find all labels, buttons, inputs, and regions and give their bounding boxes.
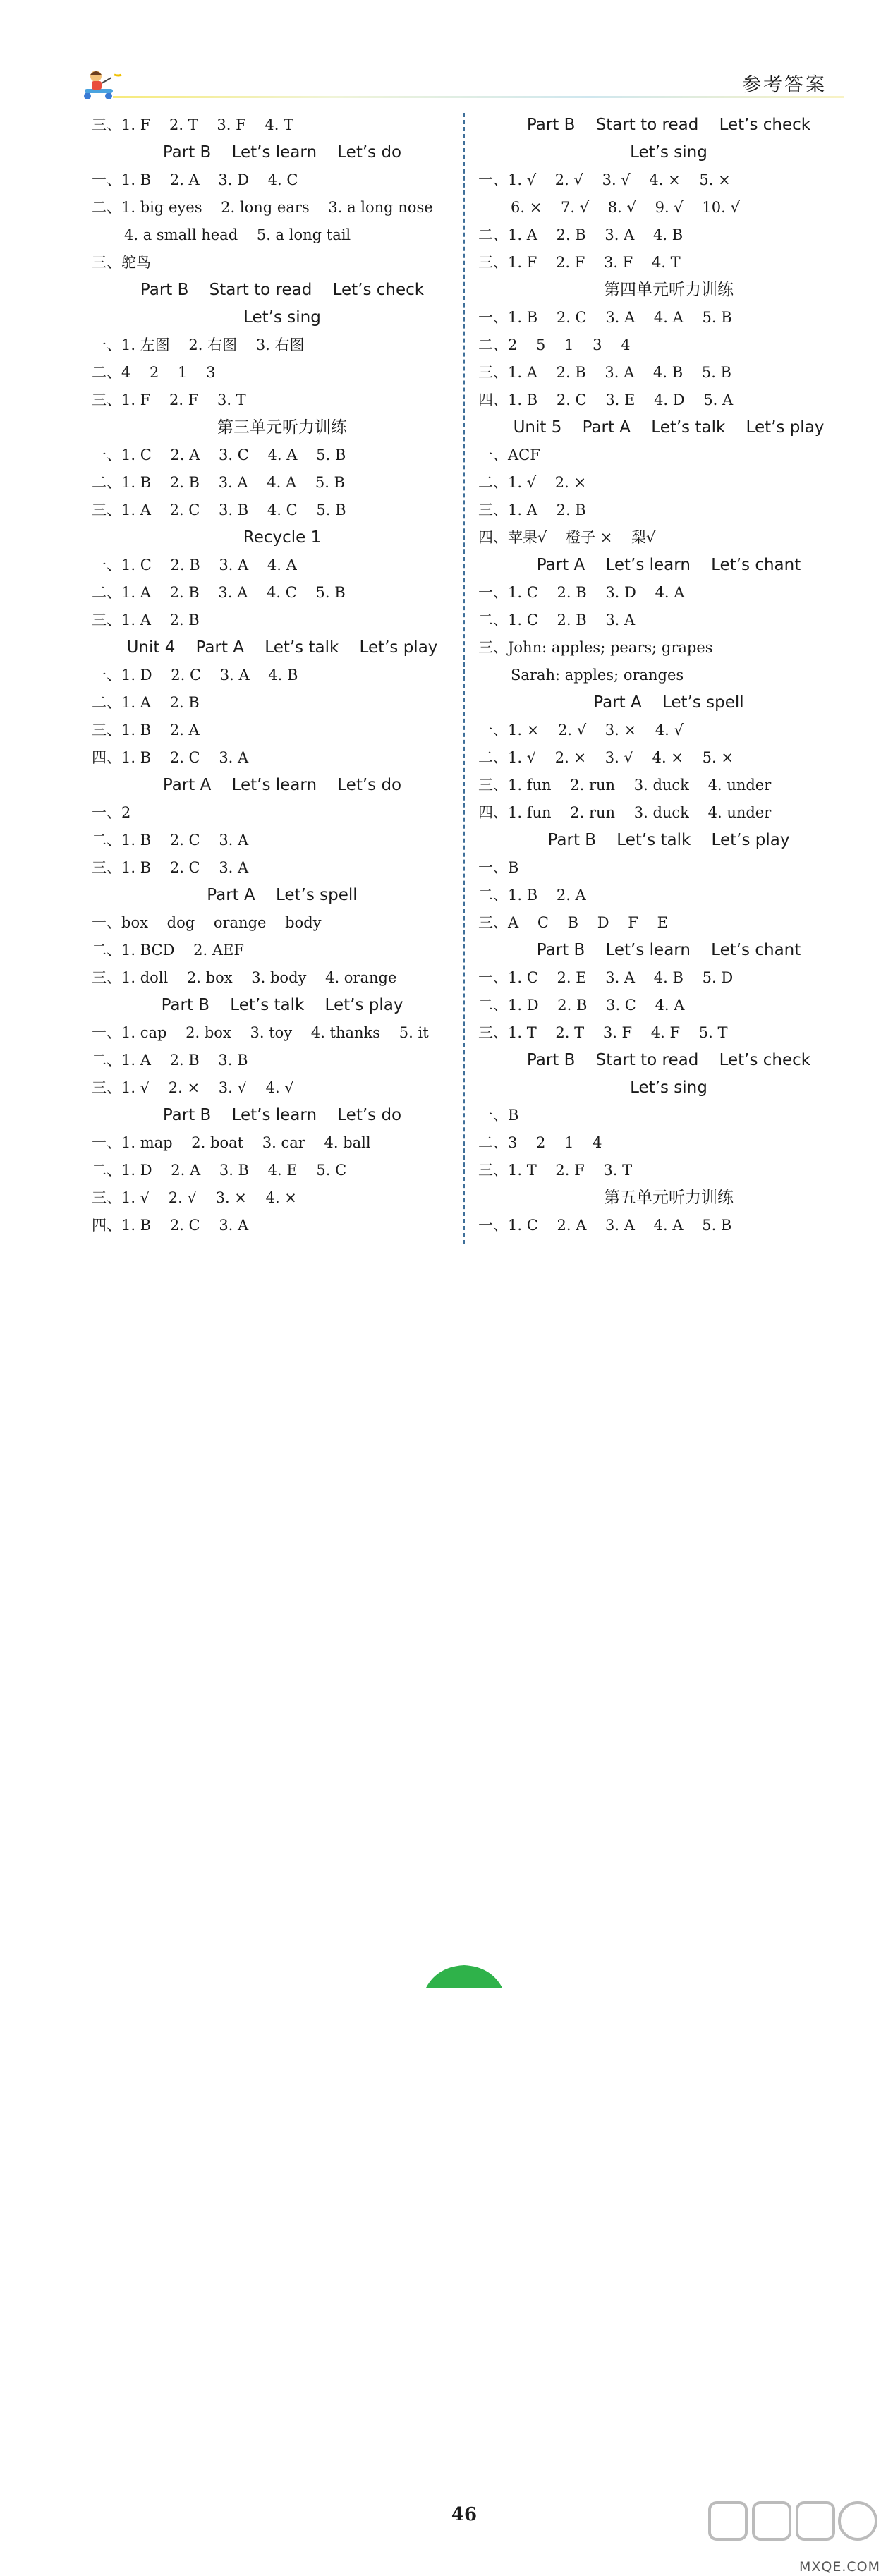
answer-line: 一、1. B 2. A 3. D 4. C [92, 171, 298, 188]
answer-line: 一、1. map 2. boat 3. car 4. ball [92, 1134, 371, 1151]
answer-line: 二、1. B 2. A [478, 887, 586, 904]
section-heading: Part B Start to read Let’s check [526, 1051, 811, 1069]
answer-line: 二、1. √ 2. × [478, 474, 587, 491]
answer-line: 三、1. √ 2. √ 3. × 4. × [92, 1189, 297, 1206]
section-heading: Part B Let’s talk Let’s play [161, 996, 403, 1014]
answer-line: 三、1. T 2. F 3. T [478, 1162, 633, 1179]
answer-line: 三、1. F 2. T 3. F 4. T [92, 116, 294, 133]
answer-line: 二、1. A 2. B 3. A 4. C 5. B [92, 584, 346, 601]
answer-line: 一、2 [92, 804, 131, 821]
answer-line: 二、1. D 2. A 3. B 4. E 5. C [92, 1162, 347, 1179]
answer-line: 二、1. D 2. B 3. C 4. A [478, 997, 685, 1014]
answer-line: 二、1. B 2. B 3. A 4. A 5. B [92, 474, 345, 491]
answer-line: 一、B [478, 859, 519, 876]
section-heading: Part A Let’s spell [207, 886, 358, 904]
answer-line: 四、1. fun 2. run 3. duck 4. under [478, 804, 772, 821]
page-footer [0, 1244, 893, 2575]
answer-line: 三、A C B D F E [478, 914, 668, 931]
section-heading: 第三单元听力训练 [217, 418, 347, 437]
answer-line: 三、1. fun 2. run 3. duck 4. under [478, 777, 772, 794]
answer-line: 二、2 5 1 3 4 [478, 336, 631, 353]
answer-line: 四、1. B 2. C 3. A [92, 749, 249, 766]
watermark [704, 2493, 880, 2576]
answer-line: 6. × 7. √ 8. √ 9. √ 10. √ [511, 199, 740, 216]
answer-line: 一、1. C 2. A 3. C 4. A 5. B [92, 446, 346, 463]
section-heading: Let’s sing [630, 1079, 707, 1097]
section-heading: 第四单元听力训练 [604, 281, 734, 299]
answer-line: 三、1. A 2. B [92, 612, 200, 628]
answer-line: 一、B [478, 1107, 519, 1124]
answer-line: 二、1. BCD 2. AEF [92, 942, 244, 959]
answer-line: 三、1. A 2. B [478, 502, 586, 518]
page-header [0, 0, 893, 113]
page-number: 46 [451, 2504, 478, 2525]
answer-line: 四、1. B 2. C 3. A [92, 1217, 249, 1234]
section-heading: Part B Start to read Let’s check [526, 116, 811, 134]
answer-line: 一、1. C 2. B 3. A 4. A [92, 557, 297, 573]
section-heading: Recycle 1 [243, 528, 322, 547]
answer-line: 三、1. F 2. F 3. F 4. T [478, 254, 681, 271]
answer-line: 一、1. 左图 2. 右图 3. 右图 [92, 336, 305, 353]
answer-line: 4. a small head 5. a long tail [124, 226, 351, 243]
section-heading: Part B Let’s learn Let’s do [162, 1106, 402, 1124]
answer-line: 二、1. C 2. B 3. A [478, 612, 636, 628]
answer-line: 四、苹果√ 橙子 × 梨√ [478, 529, 656, 546]
section-heading: 第五单元听力训练 [604, 1189, 734, 1207]
section-heading: Part A Let’s spell [593, 693, 744, 712]
answer-line: 一、1. cap 2. box 3. toy 4. thanks 5. it [92, 1024, 429, 1041]
left-column [92, 111, 473, 1239]
answer-line: 二、1. A 2. B 3. A 4. B [478, 226, 684, 243]
answer-line: 三、1. doll 2. box 3. body 4. orange [92, 969, 397, 986]
answer-line: 二、1. A 2. B [92, 694, 200, 711]
answer-line: 三、1. B 2. C 3. A [92, 859, 249, 876]
right-column [478, 111, 859, 1239]
page-title: 参考答案 [742, 74, 827, 96]
answer-line: 一、ACF [478, 446, 540, 463]
section-heading: Let’s sing [630, 143, 707, 162]
answer-line: 一、1. C 2. E 3. A 4. B 5. D [478, 969, 734, 986]
section-heading: Unit 4 Part A Let’s talk Let’s play [126, 638, 438, 657]
answer-line: 四、1. B 2. C 3. E 4. D 5. A [478, 391, 734, 408]
answer-line: 三、1. B 2. A [92, 722, 200, 739]
answer-line: 二、3 2 1 4 [478, 1134, 602, 1151]
answer-line: 一、1. B 2. C 3. A 4. A 5. B [478, 309, 732, 326]
answer-line: 二、1. B 2. C 3. A [92, 832, 249, 849]
answer-line: 二、4 2 1 3 [92, 364, 216, 381]
answer-line: 一、box dog orange body [92, 914, 322, 931]
section-heading: Part B Let’s learn Let’s do [162, 143, 402, 162]
answer-line: Sarah: apples; oranges [511, 667, 684, 684]
answer-line: 三、1. √ 2. × 3. √ 4. √ [92, 1079, 294, 1096]
answer-line: 一、1. C 2. A 3. A 4. A 5. B [478, 1217, 732, 1234]
section-heading: Part A Let’s learn Let’s do [162, 776, 402, 794]
answer-line: 三、1. T 2. T 3. F 4. F 5. T [478, 1024, 728, 1041]
page-number-badge [423, 1962, 505, 1991]
answer-line: 一、1. D 2. C 3. A 4. B [92, 667, 298, 684]
watermark-text: MXQE.COM [798, 2559, 880, 2575]
answer-line: 三、1. A 2. C 3. B 4. C 5. B [92, 502, 346, 518]
answer-line: 二、1. A 2. B 3. B [92, 1052, 248, 1069]
answer-line: 三、鸵鸟 [92, 254, 151, 271]
answer-line: 三、John: apples; pears; grapes [478, 639, 713, 656]
answer-line: 二、1. √ 2. × 3. √ 4. × 5. × [478, 749, 734, 766]
section-heading: Let’s sing [243, 308, 321, 327]
section-heading: Part A Let’s learn Let’s chant [536, 556, 801, 574]
answer-line: 三、1. F 2. F 3. T [92, 391, 246, 408]
header-accent-line [113, 96, 844, 98]
answer-line: 一、1. √ 2. √ 3. √ 4. × 5. × [478, 171, 731, 188]
answer-line: 一、1. × 2. √ 3. × 4. √ [478, 722, 684, 739]
answer-line: 三、1. A 2. B 3. A 4. B 5. B [478, 364, 731, 381]
answer-logo-watermark-icon [704, 2493, 880, 2556]
section-heading: Part B Start to read Let’s check [140, 281, 425, 299]
answer-line: 一、1. C 2. B 3. D 4. A [478, 584, 685, 601]
section-heading: Part B Let’s talk Let’s play [547, 831, 790, 849]
answer-line: 二、1. big eyes 2. long ears 3. a long nose [92, 199, 433, 216]
section-heading: Part B Let’s learn Let’s chant [536, 941, 801, 959]
section-heading: Unit 5 Part A Let’s talk Let’s play [513, 418, 825, 437]
